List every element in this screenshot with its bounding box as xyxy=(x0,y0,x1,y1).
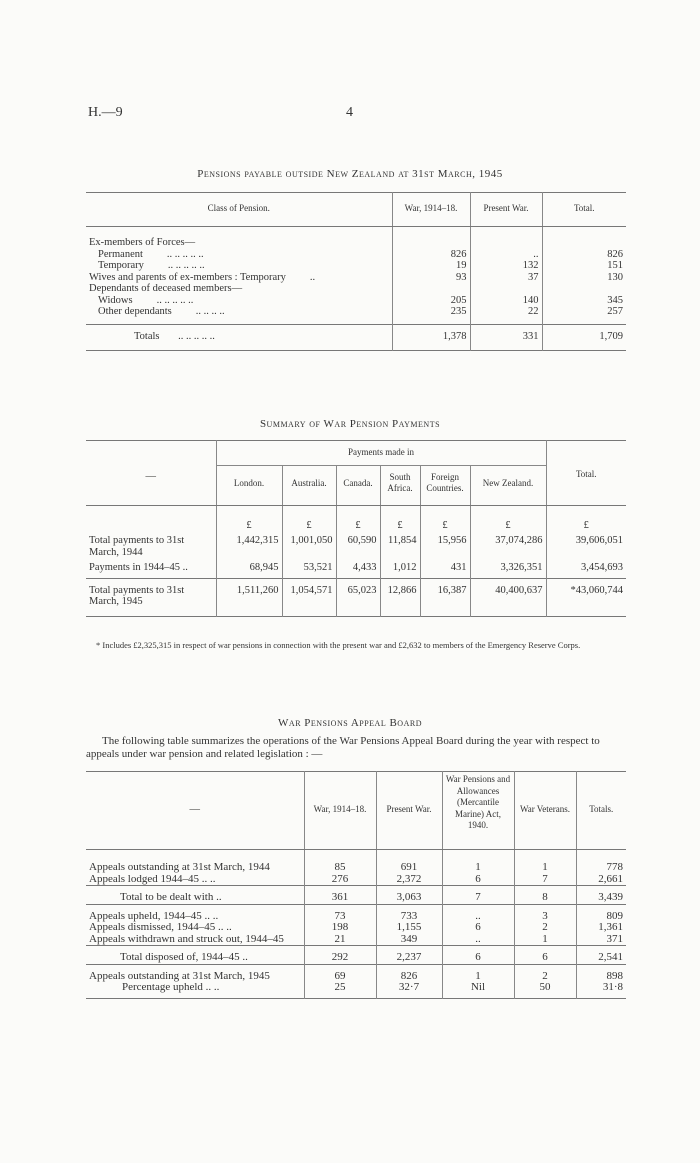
cell-value: 1 xyxy=(514,862,576,874)
row-label: Appeals upheld, 1944–45 .. .. xyxy=(89,909,219,922)
col-totals: Totals. xyxy=(576,772,626,850)
col-present-war: Present War. xyxy=(376,772,442,850)
cell-value: 198 xyxy=(304,922,376,934)
row-label: Payments in 1944–45 .. xyxy=(89,562,188,573)
cell-value: 6 xyxy=(442,874,514,886)
cell-value: 3,439 xyxy=(576,892,626,904)
table1-row xyxy=(86,237,626,249)
appeal-board-table xyxy=(86,771,626,999)
currency-symbol: £ xyxy=(336,505,380,535)
col-present-war: Present War. xyxy=(470,193,542,227)
row-label: Total to be dealt with .. xyxy=(120,891,222,903)
cell-value: 69 xyxy=(304,971,376,983)
cell-value: 85 xyxy=(304,862,376,874)
dots: .. .. .. .. .. xyxy=(167,260,205,271)
cell-value: 8 xyxy=(514,892,576,904)
col-war-1914-18: War, 1914–18. xyxy=(392,193,470,227)
cell-value: *43,060,744 xyxy=(546,578,626,612)
col-total: Total. xyxy=(542,193,626,227)
table1-row xyxy=(86,260,626,272)
cell-war: 235 xyxy=(392,306,470,318)
cell-value: 1,361 xyxy=(576,922,626,934)
war-pension-payments-table xyxy=(86,440,626,617)
table3-title: War Pensions Appeal Board xyxy=(278,717,422,729)
dots: .. .. .. .. .. xyxy=(166,248,204,260)
table2-row xyxy=(86,562,626,578)
cell-value: 349 xyxy=(376,934,442,946)
row-label: Total disposed of, 1944–45 .. xyxy=(120,951,248,963)
cell-value: 21 xyxy=(304,934,376,946)
currency-symbol: £ xyxy=(216,505,282,535)
cell-value: 733 xyxy=(376,911,442,923)
table3-row xyxy=(86,982,626,994)
col-mercantile-marine-act: War Pensions and Allowances (Mercantile Marine) Act, 1940. xyxy=(442,772,514,850)
cell-value: 2,237 xyxy=(376,952,442,964)
dots: .. .. .. .. .. xyxy=(178,330,215,342)
cell-value: 7 xyxy=(442,892,514,904)
cell-value: 778 xyxy=(576,862,626,874)
cell-value: 25 xyxy=(304,982,376,994)
cell-total: 257 xyxy=(542,306,626,318)
row-label: Dependants of deceased members— xyxy=(89,283,243,294)
report-code: H.—9 xyxy=(88,105,123,120)
col-south-africa: South Africa. xyxy=(380,465,420,505)
dots: .. .. .. .. xyxy=(195,306,225,317)
page-number: 4 xyxy=(346,105,353,120)
table3-row xyxy=(86,874,626,886)
pensions-outside-nz-table xyxy=(86,192,626,351)
row-label: Widows xyxy=(98,294,133,306)
cell-value: 4,433 xyxy=(336,562,380,578)
cell-war xyxy=(392,283,470,295)
col-war-1914-18: War, 1914–18. xyxy=(304,772,376,850)
row-label: Total payments to 31st March, 1945 xyxy=(89,584,185,607)
row-label: Wives and parents of ex-members : Temporary xyxy=(89,271,286,283)
cell-present xyxy=(470,237,542,249)
cell-value: 73 xyxy=(304,911,376,923)
cell-total: 345 xyxy=(542,295,626,307)
row-label: Other dependants xyxy=(98,306,172,317)
totals-war: 1,378 xyxy=(392,324,470,350)
currency-symbol: £ xyxy=(380,505,420,535)
table3-stub-dash: — xyxy=(86,772,304,850)
cell-value: 1 xyxy=(442,862,514,874)
cell-total: 130 xyxy=(542,272,626,284)
table3-row xyxy=(86,952,626,964)
col-war-veterans: War Veterans. xyxy=(514,772,576,850)
payments-made-in-header: Payments made in xyxy=(216,441,546,466)
table1-row xyxy=(86,306,626,318)
cell-value: 1,442,315 xyxy=(216,535,282,562)
row-label: Appeals dismissed, 1944–45 .. .. xyxy=(89,921,232,933)
cell-present: 140 xyxy=(470,295,542,307)
cell-value: 15,956 xyxy=(420,535,470,562)
table2-title: Summary of War Pension Payments xyxy=(259,418,441,430)
cell-value: 53,521 xyxy=(282,562,336,578)
cell-present: 22 xyxy=(470,306,542,318)
cell-value: 2,661 xyxy=(576,874,626,886)
cell-value: 65,023 xyxy=(336,578,380,612)
cell-present: .. xyxy=(470,249,542,261)
dots: .. xyxy=(309,271,316,283)
cell-value: 1,155 xyxy=(376,922,442,934)
col-foreign-countries: Foreign Countries. xyxy=(420,465,470,505)
cell-value: 39,606,051 xyxy=(546,535,626,562)
totals-label: Totals xyxy=(134,330,160,342)
cell-value: 371 xyxy=(576,934,626,946)
cell-value: 6 xyxy=(514,952,576,964)
cell-war xyxy=(392,237,470,249)
cell-value: 809 xyxy=(576,911,626,923)
cell-present: 37 xyxy=(470,272,542,284)
row-label: Total payments to 31st March, 1944 xyxy=(89,535,185,558)
row-label: Appeals withdrawn and struck out, 1944–45 xyxy=(89,932,284,945)
cell-value: 826 xyxy=(376,971,442,983)
currency-symbol: £ xyxy=(420,505,470,535)
table2-row xyxy=(86,535,626,562)
cell-value: 361 xyxy=(304,892,376,904)
table3-row xyxy=(86,922,626,934)
table1-row xyxy=(86,249,626,261)
cell-value: 2,372 xyxy=(376,874,442,886)
cell-value: 6 xyxy=(442,922,514,934)
table2-footnote: * Includes £2,325,315 in respect of war pensions in connection with the present war and £2,632 to members of the Emergency Reserve Corps. xyxy=(96,640,581,650)
row-label: Permanent xyxy=(98,248,143,260)
cell-value: 16,387 xyxy=(420,578,470,612)
cell-total xyxy=(542,283,626,295)
row-label: Temporary xyxy=(98,260,144,271)
cell-value: 12,866 xyxy=(380,578,420,612)
cell-value: 2 xyxy=(514,922,576,934)
col-total: Total. xyxy=(546,441,626,506)
totals-present: 331 xyxy=(470,324,542,350)
cell-value: 11,854 xyxy=(380,535,420,562)
table3-intro: The following table summarizes the operations of the War Pensions Appeal Board during the year with respect to appeals under war pension and related legislation : — xyxy=(86,735,600,760)
cell-value: 32·7 xyxy=(376,982,442,994)
cell-value: Nil xyxy=(442,982,514,994)
cell-value: 1 xyxy=(442,971,514,983)
table1-row xyxy=(86,283,626,295)
cell-value: 7 xyxy=(514,874,576,886)
col-australia: Australia. xyxy=(282,465,336,505)
row-label: Ex-members of Forces— xyxy=(89,237,196,248)
table1-totals-row xyxy=(86,324,626,350)
cell-value: 276 xyxy=(304,874,376,886)
currency-symbol: £ xyxy=(546,505,626,535)
cell-value: 431 xyxy=(420,562,470,578)
cell-value: 3,326,351 xyxy=(470,562,546,578)
row-label: Percentage upheld .. .. xyxy=(122,981,220,993)
cell-value: 50 xyxy=(514,982,576,994)
cell-total xyxy=(542,237,626,249)
cell-value: 68,945 xyxy=(216,562,282,578)
cell-value: .. xyxy=(442,911,514,923)
table2-stub-dash: — xyxy=(86,441,216,506)
cell-war: 205 xyxy=(392,295,470,307)
cell-value: 1 xyxy=(514,934,576,946)
table2-row xyxy=(86,578,626,612)
cell-war: 826 xyxy=(392,249,470,261)
cell-value: 3 xyxy=(514,911,576,923)
table1-row xyxy=(86,272,626,284)
col-canada: Canada. xyxy=(336,465,380,505)
row-label: Appeals lodged 1944–45 .. .. xyxy=(89,872,216,885)
table3-row xyxy=(86,934,626,946)
cell-value: 6 xyxy=(442,952,514,964)
col-new-zealand: New Zealand. xyxy=(470,465,546,505)
cell-present xyxy=(470,283,542,295)
cell-value: 1,012 xyxy=(380,562,420,578)
cell-value: 292 xyxy=(304,952,376,964)
cell-present: 132 xyxy=(470,260,542,272)
table3-row xyxy=(86,862,626,874)
cell-value: 1,511,260 xyxy=(216,578,282,612)
cell-war: 19 xyxy=(392,260,470,272)
cell-value: 1,001,050 xyxy=(282,535,336,562)
cell-value: .. xyxy=(442,934,514,946)
cell-value: 31·8 xyxy=(576,982,626,994)
row-label: Appeals outstanding at 31st March, 1945 xyxy=(89,969,270,982)
cell-value: 898 xyxy=(576,971,626,983)
currency-symbol: £ xyxy=(470,505,546,535)
cell-value: 3,063 xyxy=(376,892,442,904)
cell-war: 93 xyxy=(392,272,470,284)
table3-row xyxy=(86,892,626,904)
cell-value: 37,074,286 xyxy=(470,535,546,562)
cell-total: 826 xyxy=(542,249,626,261)
cell-value: 691 xyxy=(376,862,442,874)
cell-value: 2,541 xyxy=(576,952,626,964)
dots: .. .. .. .. .. xyxy=(156,294,194,306)
cell-value: 60,590 xyxy=(336,535,380,562)
table1-title: Pensions payable outside New Zealand at 31st March, 1945 xyxy=(197,168,503,180)
cell-value: 3,454,693 xyxy=(546,562,626,578)
col-class-of-pension: Class of Pension. xyxy=(86,193,392,227)
cell-value: 40,400,637 xyxy=(470,578,546,612)
table1-row xyxy=(86,295,626,307)
cell-value: 2 xyxy=(514,971,576,983)
currency-symbol: £ xyxy=(282,505,336,535)
totals-total: 1,709 xyxy=(542,324,626,350)
col-london: London. xyxy=(216,465,282,505)
row-label: Appeals outstanding at 31st March, 1944 xyxy=(89,861,270,873)
cell-total: 151 xyxy=(542,260,626,272)
cell-value: 1,054,571 xyxy=(282,578,336,612)
